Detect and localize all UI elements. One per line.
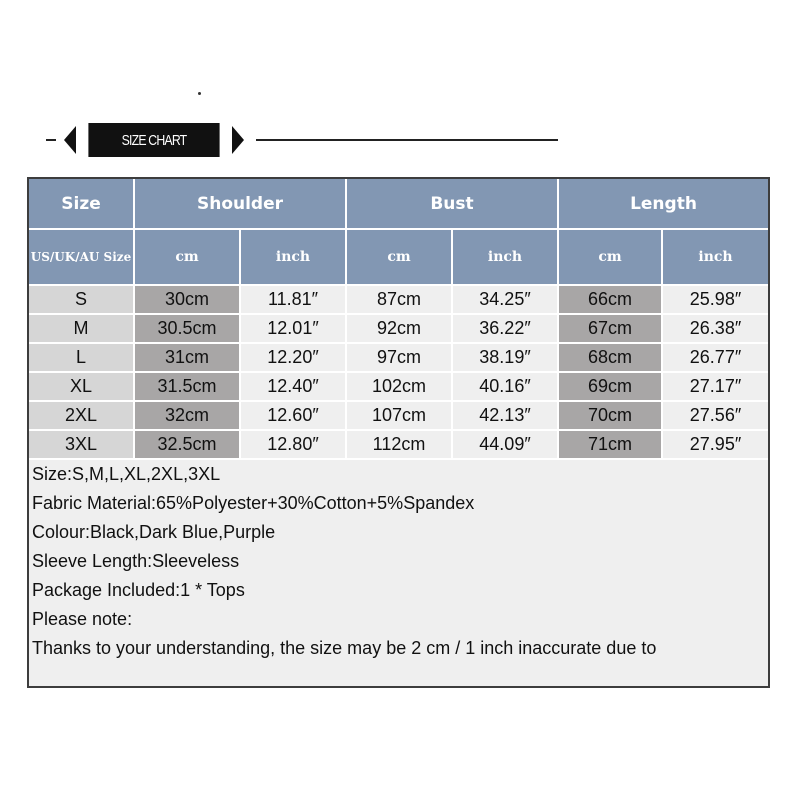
bust-cm-cell: 87cm	[347, 286, 453, 315]
note-package-included: Package Included:1 * Tops	[32, 580, 245, 600]
ribbon-right-tail	[232, 126, 244, 154]
length-inch-cell: 27.95″	[663, 431, 768, 460]
bust-inch-cell: 38.19″	[453, 344, 559, 373]
size-cell: L	[29, 344, 135, 373]
size-chart-title: SIZE CHART	[88, 123, 219, 157]
bust-inch-cell: 44.09″	[453, 431, 559, 460]
note-colour: Colour:Black,Dark Blue,Purple	[32, 522, 276, 542]
ribbon-left-tail	[64, 126, 76, 154]
subheader-bust-inch: inch	[453, 230, 559, 286]
bust-cm-cell: 92cm	[347, 315, 453, 344]
shoulder-cm-cell: 30.5cm	[135, 315, 241, 344]
col-header-shoulder: Shoulder	[135, 179, 347, 230]
size-cell: XL	[29, 373, 135, 402]
bust-inch-cell: 36.22″	[453, 315, 559, 344]
shoulder-inch-cell: 12.80″	[241, 431, 347, 460]
bust-inch-cell: 34.25″	[453, 286, 559, 315]
subheader-length-cm: cm	[559, 230, 663, 286]
bust-inch-cell: 40.16″	[453, 373, 559, 402]
shoulder-inch-cell: 12.40″	[241, 373, 347, 402]
note-sleeve-length: Sleeve Length:Sleeveless	[32, 551, 240, 571]
table-row	[29, 431, 768, 460]
note-size: Size:S,M,L,XL,2XL,3XL	[32, 464, 221, 484]
shoulder-inch-cell: 11.81″	[241, 286, 347, 315]
subheader-bust-cm: cm	[347, 230, 453, 286]
table-row	[29, 344, 768, 373]
table-row	[29, 402, 768, 431]
length-inch-cell: 26.38″	[663, 315, 768, 344]
table-row	[29, 286, 768, 315]
size-chart-table	[27, 177, 770, 688]
length-cm-cell: 68cm	[559, 344, 663, 373]
bust-cm-cell: 97cm	[347, 344, 453, 373]
shoulder-inch-cell: 12.01″	[241, 315, 347, 344]
col-header-bust: Bust	[347, 179, 559, 230]
bust-cm-cell: 102cm	[347, 373, 453, 402]
bust-inch-cell: 42.13″	[453, 402, 559, 431]
table-row	[29, 373, 768, 402]
size-cell: S	[29, 286, 135, 315]
note-fabric-material: Fabric Material:65%Polyester+30%Cotton+5%Spandex	[32, 493, 475, 513]
length-cm-cell: 71cm	[559, 431, 663, 460]
bust-cm-cell: 107cm	[347, 402, 453, 431]
size-cell: M	[29, 315, 135, 344]
length-inch-cell: 27.17″	[663, 373, 768, 402]
shoulder-inch-cell: 12.20″	[241, 344, 347, 373]
length-inch-cell: 25.98″	[663, 286, 768, 315]
length-cm-cell: 70cm	[559, 402, 663, 431]
note-accuracy-disclaimer: Thanks to your understanding, the size may be 2 cm / 1 inch inaccurate due to	[32, 638, 657, 658]
table-header-row	[29, 179, 768, 230]
size-cell: 3XL	[29, 431, 135, 460]
shoulder-cm-cell: 31cm	[135, 344, 241, 373]
subheader-shoulder-inch: inch	[241, 230, 347, 286]
decorative-dot	[198, 92, 201, 95]
shoulder-cm-cell: 32cm	[135, 402, 241, 431]
col-header-length: Length	[559, 179, 768, 230]
length-inch-cell: 26.77″	[663, 344, 768, 373]
table-row	[29, 315, 768, 344]
shoulder-inch-cell: 12.60″	[241, 402, 347, 431]
subheader-shoulder-cm: cm	[135, 230, 241, 286]
col-header-size: Size	[29, 179, 135, 230]
subheader-length-inch: inch	[663, 230, 768, 286]
length-inch-cell: 27.56″	[663, 402, 768, 431]
length-cm-cell: 66cm	[559, 286, 663, 315]
subheader-us-uk-au-size: US/UK/AU Size	[29, 230, 135, 286]
length-cm-cell: 67cm	[559, 315, 663, 344]
shoulder-cm-cell: 31.5cm	[135, 373, 241, 402]
size-chart-header	[40, 118, 570, 162]
table-subheader-row	[29, 230, 768, 286]
product-notes	[32, 460, 767, 663]
header-rule	[256, 139, 558, 141]
note-please-note: Please note:	[32, 609, 133, 629]
length-cm-cell: 69cm	[559, 373, 663, 402]
shoulder-cm-cell: 30cm	[135, 286, 241, 315]
shoulder-cm-cell: 32.5cm	[135, 431, 241, 460]
header-dash	[46, 139, 56, 141]
bust-cm-cell: 112cm	[347, 431, 453, 460]
size-cell: 2XL	[29, 402, 135, 431]
